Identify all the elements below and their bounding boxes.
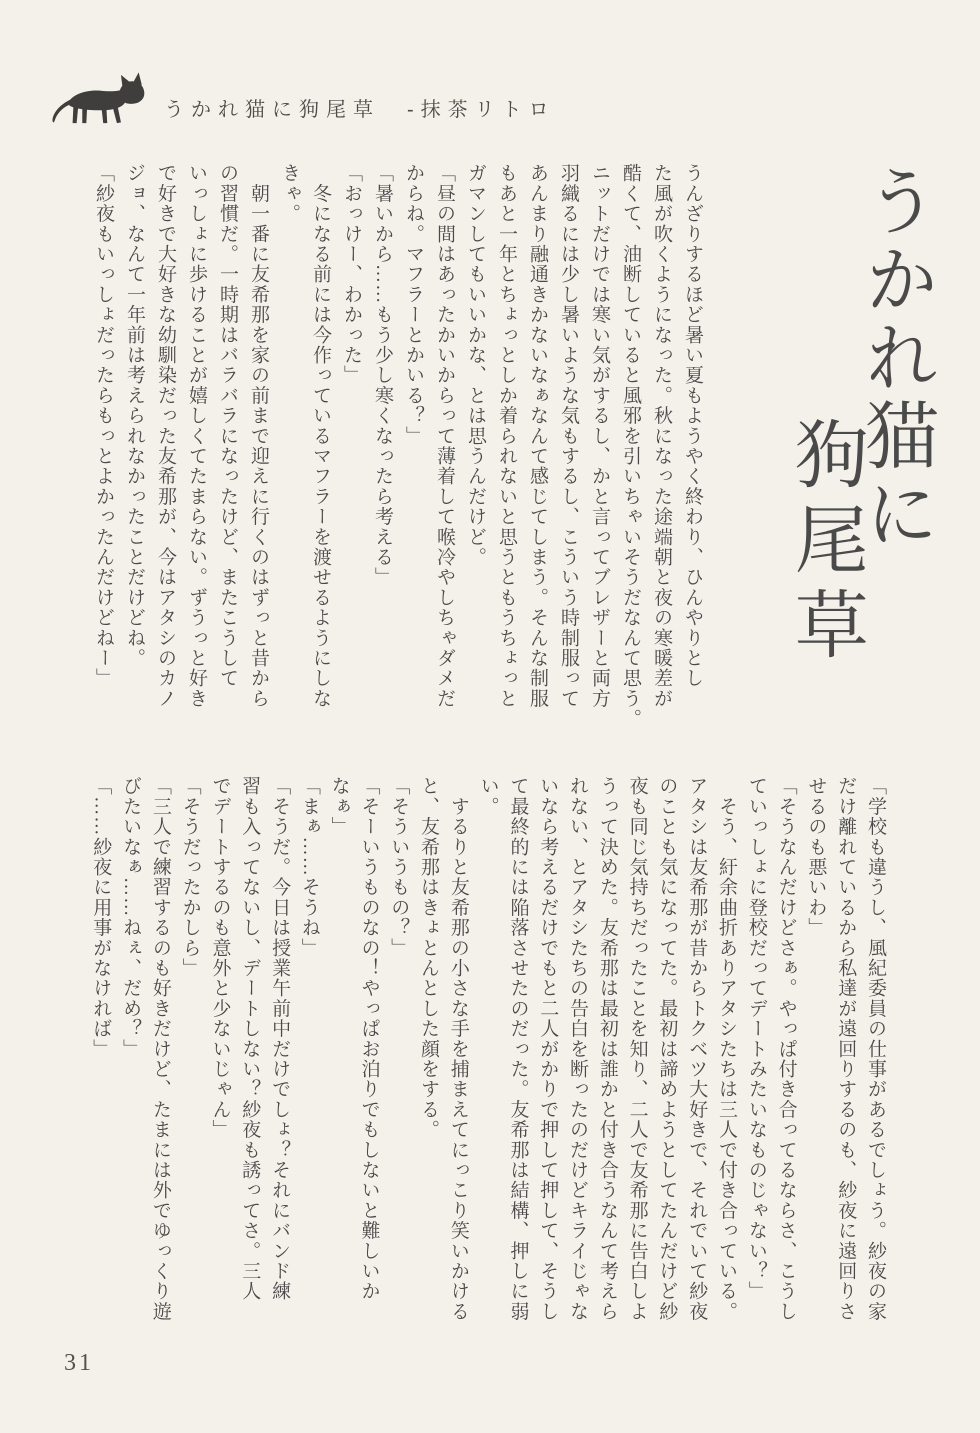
story-line: た風が吹くようになった。秋になった途端朝と夜の寒暖差が: [651, 163, 672, 709]
story-line: 「そうだ。今日は授業午前中だけでしょ？それにバンド練: [269, 776, 291, 1302]
story-line: だけ離れているから私達が遠回りするのも、紗夜に遠回りさ: [835, 776, 857, 1322]
story-line: もあと一年とちょっとしか着られないと思うともうちょっと: [496, 163, 517, 709]
story-line: 「学校も違うし、風紀委員の仕事があるでしょう。紗夜の家: [865, 776, 886, 1322]
story-line: きゃ。: [279, 163, 300, 224]
story-line: するりと友希那の小さな手を捕まえてにっこり笑いかける: [447, 776, 469, 1322]
story-line: 「昼の間はあったかいからって薄着して喉冷やしちゃダメだ: [434, 163, 455, 709]
story-line: でデートするのも意外と少ないじゃん」: [209, 776, 231, 1140]
story-line: 「……紗夜に用事がなければ」: [90, 776, 112, 1059]
story-title-right-column: うかれ猫に: [854, 163, 936, 553]
story-line: ていっしょに登校だってデートみたいなものじゃない？」: [745, 776, 767, 1302]
story-line: 朝一番に友希那を家の前まで迎えに行くのはずっと昔から: [248, 163, 269, 709]
story-line: 「そういうもの？」: [388, 776, 410, 958]
story-line: ジョ、なんて一年前は考えられなかったことだけどね。: [124, 163, 145, 668]
story-line: で好きで大好きな幼馴染だった友希那が、今はアタシのカノ: [155, 163, 176, 709]
cat-icon: [50, 70, 150, 128]
story-line: 「紗夜もいっしょだったらもっとよかったんだけどねー」: [93, 163, 114, 689]
story-line: 酷くて、油断していると風邪を引いちゃいそうだなんて思う。: [620, 163, 641, 729]
story-line: と、友希那はきょとんとした顔をする。: [418, 776, 440, 1140]
story-line: 「おっけー、わかった」: [341, 163, 362, 386]
story-line: 「そうなんだけどさぁ。やっぱ付き合ってるならさ、こうし: [775, 776, 797, 1322]
header-title: うかれ猫に狗尾草 -抹茶リトロ: [164, 99, 556, 121]
story-line: あんまり融通きかないなぁなんて感じてしまう。そんな制服: [527, 163, 548, 709]
story-line: いっしょに歩けることが嬉しくてたまらない。ずうっと好き: [186, 163, 207, 709]
story-line: 冬になる前には今作っているマフラーを渡せるようにしな: [310, 163, 331, 709]
story-line: のことも気になってた。最初は諦めようとしてたんだけど紗: [656, 776, 678, 1322]
page-number: 31: [64, 1350, 94, 1376]
story-line: 「暑いから……もう少し寒くなったら考える」: [372, 163, 393, 588]
story-line: いなら考えるだけでもと二人がかりで押して押して、そうし: [537, 776, 559, 1322]
page-header: [50, 68, 556, 128]
story-line: 習も入ってないし、デートしない？紗夜も誘ってさ。三人: [239, 776, 261, 1302]
story-line: せるのも悪いわ」: [805, 776, 827, 938]
story-line: れない、とアタシたちの告白を断ったのだけどキライじゃな: [567, 776, 589, 1322]
story-line: い。: [477, 776, 499, 817]
story-line: 「そーいうものなの！やっぱお泊りでもしないと難しいか: [358, 776, 380, 1302]
story-line: そう、紆余曲折ありアタシたちは三人で付き合っている。: [716, 776, 738, 1322]
story-line: なぁ」: [328, 776, 350, 837]
story-title-left-column: 狗尾草: [783, 416, 866, 671]
story-line: の習慣だ。一時期はバラバラになったけど、またこうして: [217, 163, 238, 689]
story-line: て最終的には陥落させたのだった。友希那は結構、押しに弱: [507, 776, 529, 1322]
story-line: アタシは友希那が昔からトクベツ大好きで、それでいて紗夜: [686, 776, 708, 1322]
story-line: 羽織るには少し暑いような気もするし、こういう時制服って: [558, 163, 579, 709]
story-line: からね。マフラーとかいる？」: [403, 163, 424, 446]
story-line: 夜も同じ気持ちだったことを知り、二人で友希那に告白しよ: [626, 776, 648, 1322]
story-line: うって決めた。友希那は最初は誰かと付き合うなんて考えら: [596, 776, 618, 1322]
story-line: ガマンしてもいいかな、とは思うんだけど。: [465, 163, 486, 567]
story-text-block-bottom: [85, 776, 890, 1351]
story-line: 「そうだったかしら」: [179, 776, 201, 978]
story-line: 「まぁ……そうね」: [298, 776, 320, 958]
story-line: 「三人で練習するのも好きだけど、たまには外でゆっくり遊: [149, 776, 171, 1322]
story-line: びたいなぁ……ねぇ、だめ？」: [120, 776, 142, 1059]
story-text-block-top: [88, 163, 708, 753]
story-line: うんざりするほど暑い夏もようやく終わり、ひんやりとし: [682, 163, 703, 689]
story-line: ニットだけでは寒い気がするし、かと言ってブレザーと両方: [589, 163, 610, 709]
